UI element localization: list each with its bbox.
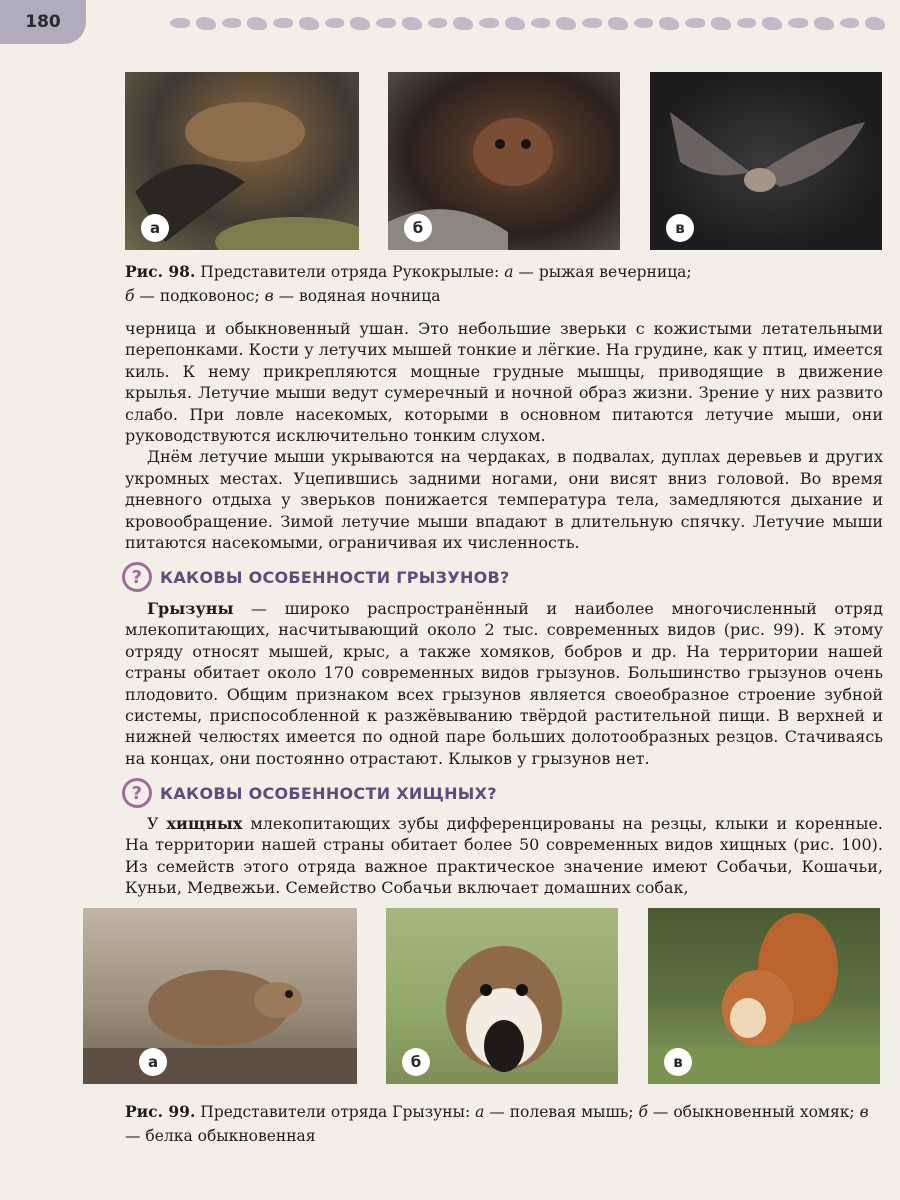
- bat-photo-c: [650, 72, 882, 250]
- caption-item-c: — белка обыкновенная: [125, 1127, 316, 1145]
- page-number: 180: [0, 0, 86, 44]
- caption-letter-c: в: [859, 1103, 869, 1121]
- paragraph: Днём летучие мыши укрываются на чердаках, в подвалах, дуплах деревьев и других укромных местах. Уцепившись задними ногами, они висят вниз головой. Во время дневного отдыха у зверьков понижается температура тела, замедляются дыхание и кровообращение. Зимой летучие мыши впадают в длительную спячку. Летучие мыши питаются насекомыми, ограничивая их численность.: [125, 447, 883, 553]
- caption-letter-a: а: [475, 1103, 485, 1121]
- caption-letter-b: б: [125, 287, 135, 305]
- term: Грызуны: [147, 599, 234, 618]
- caption-item-c: — водяная ночница: [278, 287, 441, 305]
- bats-text: [125, 318, 883, 553]
- paragraph-text: У: [147, 814, 167, 833]
- figure-98-caption: [125, 260, 885, 308]
- photo-label-b: б: [404, 214, 432, 242]
- caption-text: Представители отряда Рукокрылые:: [200, 263, 500, 281]
- caption-letter-c: в: [264, 287, 274, 305]
- caption-item-b: — обыкновенный хомяк;: [652, 1103, 855, 1121]
- photo-label-b: б: [402, 1048, 430, 1076]
- section-heading-carnivores: [122, 778, 497, 808]
- paragraph: [125, 813, 883, 899]
- photo-label-c: в: [664, 1048, 692, 1076]
- term: хищных: [166, 814, 243, 833]
- rodents-text: [125, 598, 883, 769]
- caption-number: Рис. 98.: [125, 262, 196, 281]
- caption-letter-a: а: [504, 263, 514, 281]
- heading-text: КАКОВЫ ОСОБЕННОСТИ ХИЩНЫХ?: [160, 783, 497, 803]
- section-heading-rodents: [122, 562, 510, 592]
- field-mouse-illustration: [83, 908, 357, 1084]
- paragraph-text: млекопитающих зубы дифференцированы на резцы, клыки и коренные. На территории нашей страны обитает более 50 современных видов хищных (рис. 100). Из семейств этого отряда важное практическое значение имеют Собачьи, Кошачьи, Куньи, Медвежьи. Семейство Собачьи включает домашних собак,: [125, 814, 883, 898]
- figure-99-caption: [125, 1100, 885, 1148]
- rodent-photo-b: [386, 908, 618, 1084]
- caption-item-b: — подковонос;: [139, 287, 260, 305]
- rodent-photo-c: [648, 908, 880, 1084]
- paragraph: [125, 598, 883, 769]
- bat-photo-b: [388, 72, 620, 250]
- carnivores-text: [125, 813, 883, 899]
- question-icon: ?: [122, 562, 152, 592]
- caption-letter-b: б: [638, 1103, 648, 1121]
- photo-label-a: а: [139, 1048, 167, 1076]
- caption-text: Представители отряда Грызуны:: [200, 1103, 471, 1121]
- question-icon: ?: [122, 778, 152, 808]
- animal-silhouette-strip: [170, 12, 885, 34]
- rodent-photo-a: [83, 908, 357, 1084]
- heading-text: КАКОВЫ ОСОБЕННОСТИ ГРЫЗУНОВ?: [160, 567, 510, 587]
- paragraph: черница и обыкновенный ушан. Это небольшие зверьки с кожистыми летательными перепонками. Кости у летучих мышей тонкие и лёгкие. На грудине, как у птиц, имеется киль. К нему прикрепляются мощные грудные мышцы, приводящие в движение крылья. Летучие мыши ведут сумеречный и ночной образ жизни. Зрение у них развито слабо. При ловле насекомых, которыми в основном питаются летучие мыши, они руководствуются исключительно тонким слухом.: [125, 319, 883, 446]
- caption-number: Рис. 99.: [125, 1102, 196, 1121]
- caption-item-a: — полевая мышь;: [489, 1103, 634, 1121]
- bat-photo-a: [125, 72, 359, 250]
- paragraph-text: — широко распространённый и наиболее многочисленный отряд млекопитающих, насчитывающий около 2 тыс. современных видов (рис. 99). К этому отряду относят мышей, крыс, а также хомяков, бобров и др. На территории нашей страны обитает около 170 современных видов грызунов. Большинство грызунов очень плодовито. Общим признаком всех грызунов является своеобразное строение зубной системы, приспособленной к разжёвыванию твёрдой растительной пищи. В верхней и нижней челюстях имеется по одной паре больших долотообразных резцов. Стачиваясь на концах, они постоянно отрастают. Клыков у грызунов нет.: [125, 599, 883, 768]
- photo-label-a: а: [141, 214, 169, 242]
- caption-item-a: — рыжая вечерница;: [518, 263, 692, 281]
- photo-label-c: в: [666, 214, 694, 242]
